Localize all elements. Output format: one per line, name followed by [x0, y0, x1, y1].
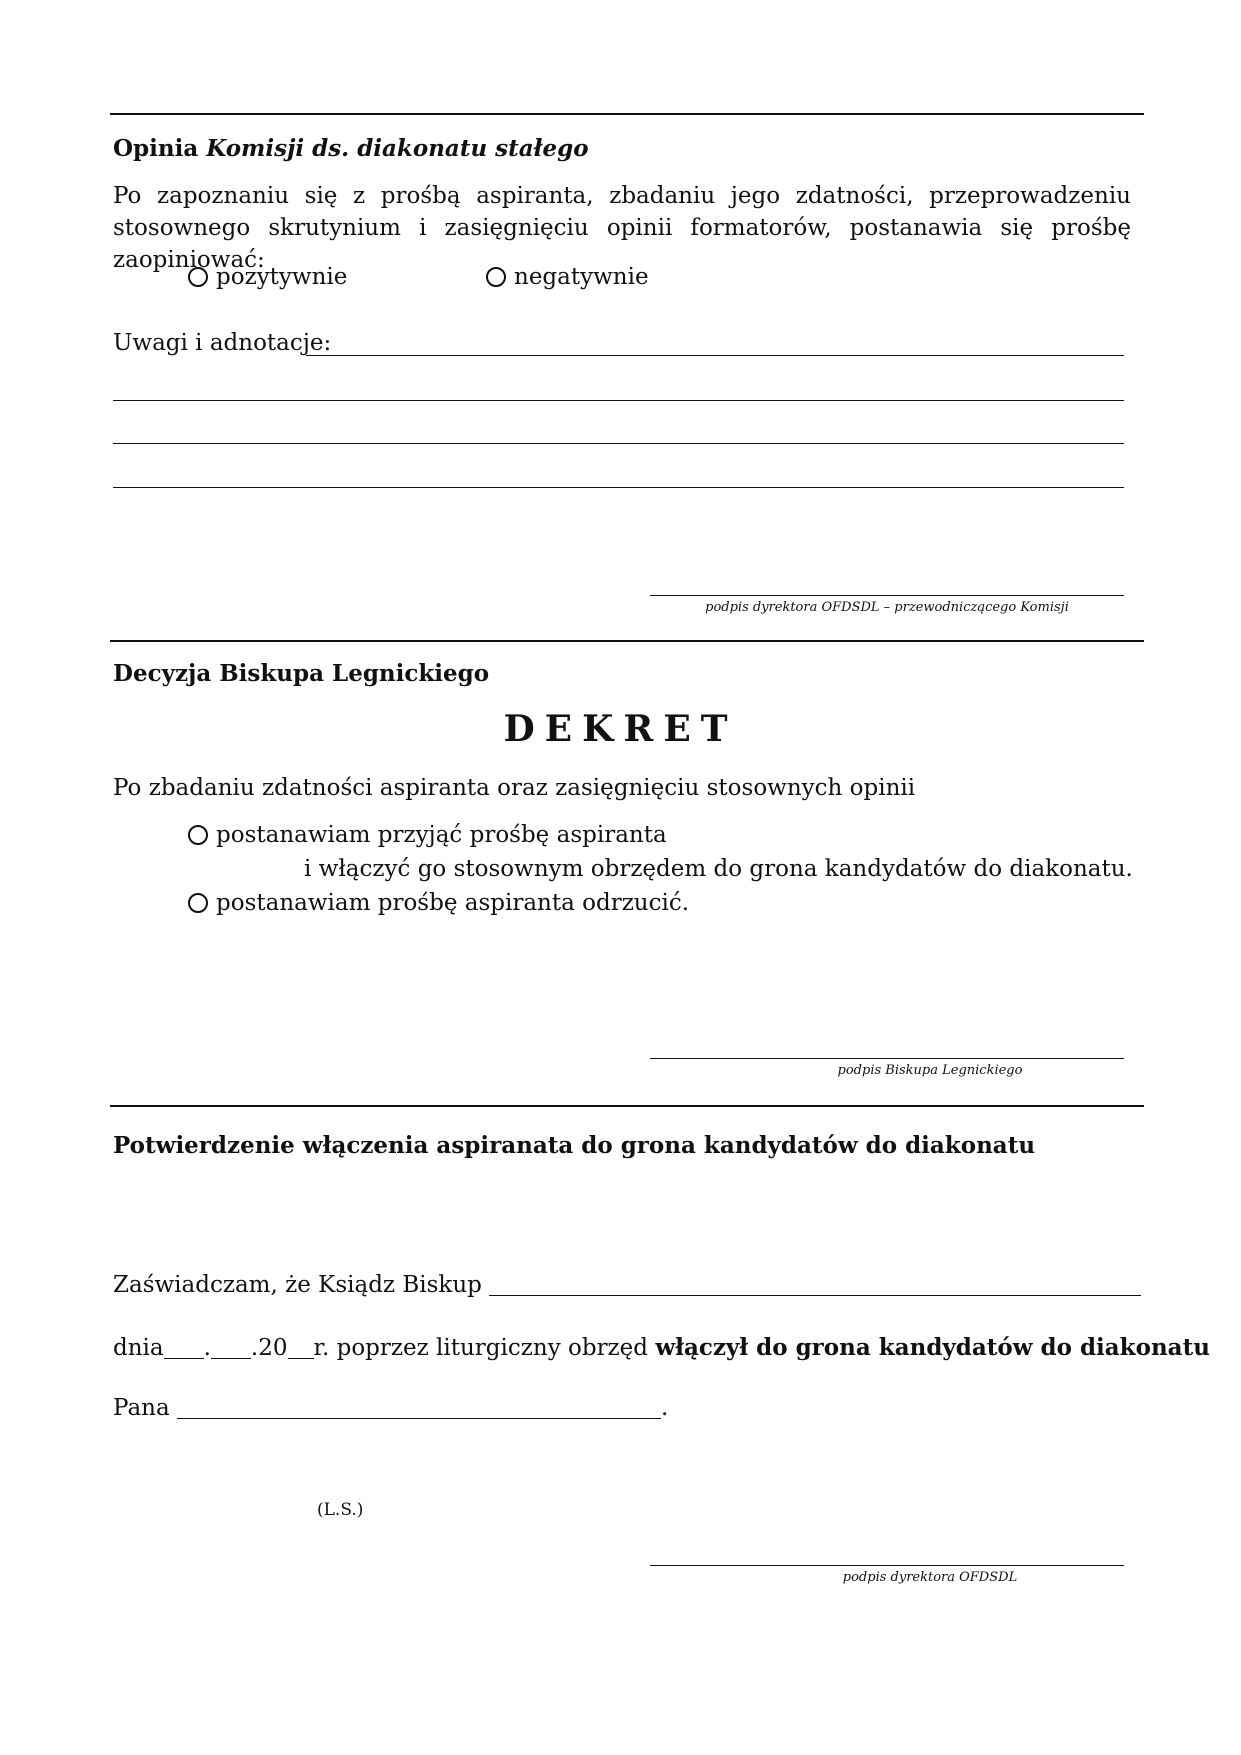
- date-dot-2: .20: [250, 1335, 288, 1361]
- radio-negative[interactable]: [486, 267, 506, 287]
- ls-mark: (L.S.): [317, 1500, 364, 1520]
- section1-paragraph: Po zapoznaniu się z prośbą aspiranta, zbadaniu jego zdatności, przeprowadzeniu stosownego skrutynium i zasięgnięciu opinii formatorów, postanawia się prośbę zaopiniować:: [113, 183, 1131, 273]
- notes-line-1[interactable]: [306, 355, 1124, 356]
- option-negative-label: negatywnie: [514, 264, 649, 290]
- option-reject[interactable]: [188, 890, 689, 916]
- date-bold-text: włączył do grona kandydatów do diakonatu: [655, 1334, 1210, 1361]
- day-field[interactable]: [164, 1338, 204, 1359]
- date-dot-1: .: [203, 1335, 211, 1361]
- month-field[interactable]: [211, 1338, 251, 1359]
- notes-line-2[interactable]: [113, 400, 1124, 401]
- option-negative[interactable]: [486, 264, 649, 290]
- radio-reject[interactable]: [188, 893, 208, 913]
- section3-title: Potwierdzenie włączenia aspiranata do grona kandydatów do diakonatu: [113, 1132, 1036, 1159]
- section2-title: Decyzja Biskupa Legnickiego: [113, 660, 490, 687]
- signature-line-director[interactable]: [650, 1565, 1124, 1566]
- signature-caption-director: podpis dyrektora OFDSDL: [842, 1570, 1018, 1585]
- section1-title: [113, 135, 589, 162]
- divider-1: [110, 640, 1144, 642]
- notes-label: Uwagi i adnotacje:: [113, 330, 332, 356]
- radio-accept[interactable]: [188, 825, 208, 845]
- section2-intro: Po zbadaniu zdatności aspiranta oraz zasięgnięciu stosownych opinii: [113, 775, 916, 801]
- bishop-name-field[interactable]: [489, 1275, 1141, 1296]
- date-prefix: dnia: [113, 1335, 164, 1361]
- divider-2: [110, 1105, 1144, 1107]
- candidate-name-field[interactable]: [177, 1398, 661, 1419]
- signature-caption-bishop: podpis Biskupa Legnickiego: [837, 1063, 1023, 1078]
- notes-line-4[interactable]: [113, 487, 1124, 488]
- option-reject-label: postanawiam prośbę aspiranta odrzucić.: [216, 890, 690, 916]
- signature-caption-commission: podpis dyrektora OFDSDL – przewodniczącego Komisji: [705, 600, 1069, 615]
- signature-line-commission[interactable]: [650, 595, 1124, 596]
- option-accept-continuation: i włączyć go stosownym obrzędem do grona kandydatów do diakonatu.: [304, 856, 1133, 882]
- dekret-heading: DEKRET: [503, 708, 738, 750]
- option-accept[interactable]: [188, 822, 667, 848]
- option-positive[interactable]: [188, 264, 347, 290]
- pana-end: .: [661, 1395, 669, 1421]
- year-field[interactable]: [288, 1338, 314, 1359]
- date-suffix: r. poprzez liturgiczny obrzęd: [313, 1335, 656, 1361]
- signature-line-bishop[interactable]: [650, 1058, 1124, 1059]
- radio-positive[interactable]: [188, 267, 208, 287]
- date-line: [113, 1334, 1210, 1361]
- option-positive-label: pozytywnie: [216, 264, 348, 290]
- certify-line: [113, 1272, 1141, 1298]
- pana-label: Pana: [113, 1395, 170, 1421]
- notes-line-3[interactable]: [113, 443, 1124, 444]
- certify-label: Zaświadczam, że Ksiądz Biskup: [113, 1272, 482, 1298]
- option-accept-label: postanawiam przyjąć prośbę aspiranta: [216, 822, 667, 848]
- top-divider: [110, 113, 1144, 115]
- pana-line: [113, 1395, 668, 1421]
- section1-title-italic: Komisji ds. diakonatu stałego: [206, 135, 589, 162]
- section1-title-prefix: Opinia: [113, 135, 207, 162]
